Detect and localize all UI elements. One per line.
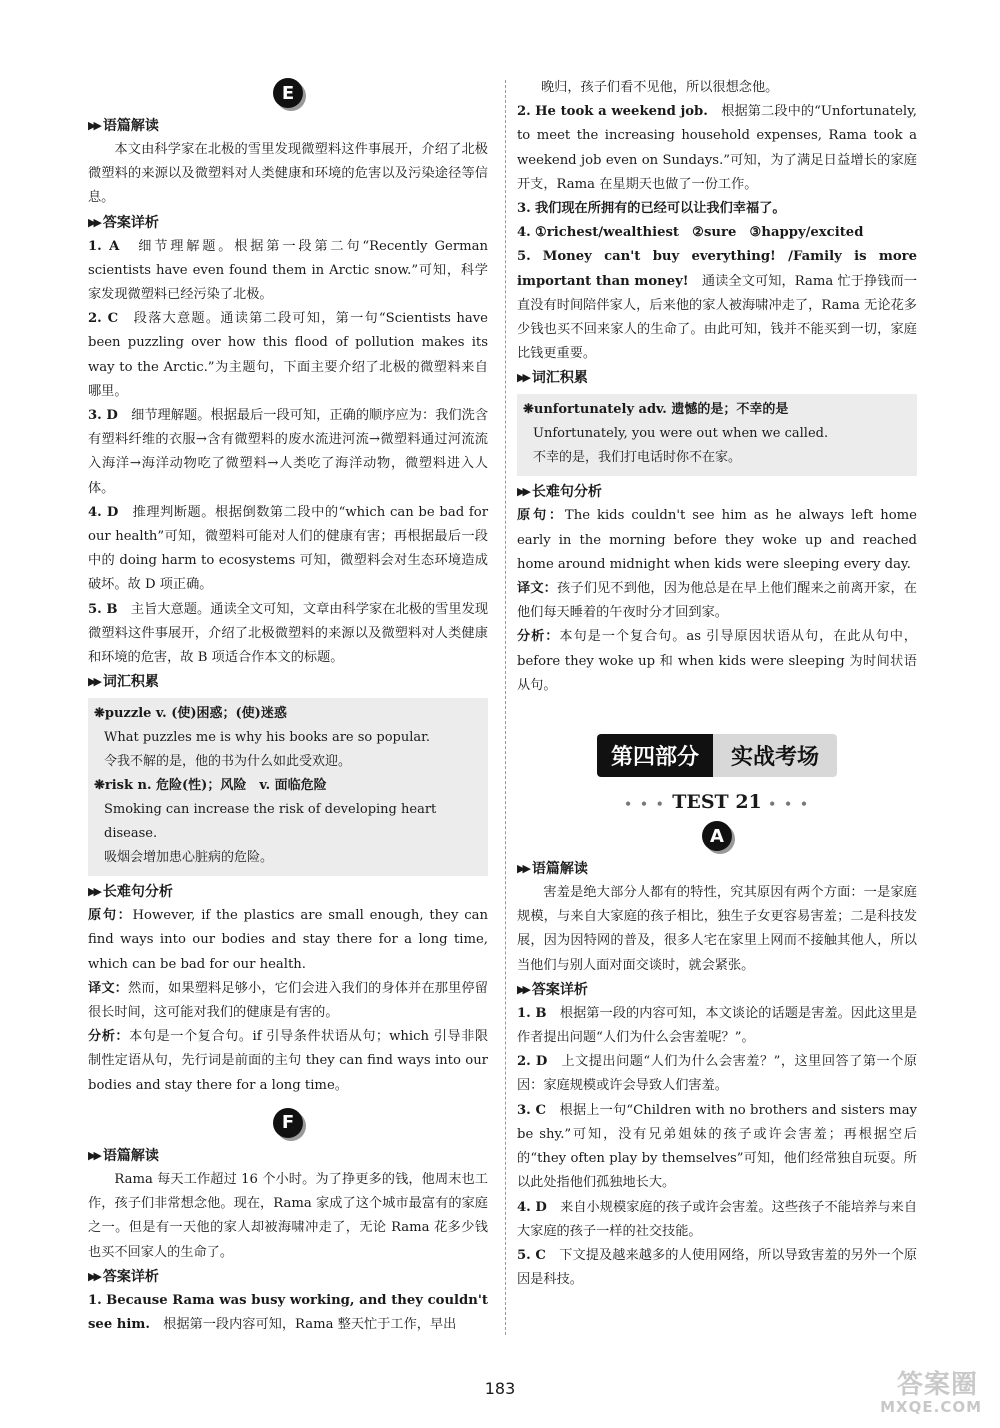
e-original-sentence: 原句：However, if the plastics are small enough, they can find ways into our bodies and stay there for a long time, which can be bad for our health. bbox=[88, 908, 488, 972]
decorative-dots: • • • bbox=[768, 797, 810, 812]
a-answers-list bbox=[517, 1002, 917, 1292]
left-column bbox=[88, 70, 488, 1337]
a-reading-heading: ▶▶ 语篇解读 bbox=[517, 857, 917, 881]
right-column bbox=[517, 76, 917, 1292]
a-answer-item: 3. C 根据上一句“Children with no brothers and sisters may be shy.”可知，没有兄弟姐妹的孩子或许会害羞；再根据空后的“they often play by themselves”可知，他们经常独自玩耍。所以此处指他们孤独地长大。 bbox=[517, 1102, 918, 1191]
vocab-word: ❋puzzle v. (使)困惑；(使)迷惑 bbox=[94, 706, 287, 722]
watermark-text: 答案圈 bbox=[896, 1370, 978, 1400]
watermark-url: MXQE.COM bbox=[880, 1398, 982, 1416]
a-answer-item: 2. D 上文提出问题“人们为什么会害羞？”，这里回答了第一个原因：家庭规模或许会导致人们害羞。 bbox=[517, 1054, 918, 1094]
section-a-badge: A bbox=[702, 821, 732, 851]
a-reading-text: 害羞是绝大部分人都有的特性，究其原因有两个方面：一是家庭规模，与来自大家庭的孩子相比，独生子女更容易害羞；二是科技发展，因为因特网的普及，很多人宅在家里上网而不接触其他人，所以当他们与别人面对面交谈时，就会紧张。 bbox=[517, 885, 917, 973]
f-answer-item: 1. Because Rama was busy working, and they couldn't see him. 根据第一段内容可知，Rama 整天忙于工作，早出 bbox=[88, 1292, 488, 1332]
a-answer-item: 4. D 来自小规模家庭的孩子或许会害羞。这些孩子不能培养与来自大家庭的孩子一样的社交技能。 bbox=[517, 1199, 918, 1239]
page-number: 183 bbox=[484, 1379, 516, 1398]
vocab-word: ❋risk n. 危险(性)；风险 v. 面临危险 bbox=[94, 778, 327, 794]
f-vocab-box bbox=[517, 394, 917, 476]
f-reading-heading: ▶▶ 语篇解读 bbox=[88, 1144, 488, 1168]
vocab-example-en: What puzzles me is why his books are so popular. bbox=[104, 730, 431, 746]
part-label: 第四部分 bbox=[597, 734, 713, 777]
f-analysis: 分析：本句是一个复合句。as 引导原因状语从句，在此从句中，before they woke up 和 when kids were sleeping 为时间状语从句。 bbox=[517, 629, 917, 693]
a-answer-item: 1. B 根据第一段的内容可知，本文谈论的话题是害羞。因此这里是作者提出问题“人们为什么会害羞呢？”。 bbox=[517, 1005, 918, 1046]
f-answer-1-continued: 晚归，孩子们看不见他，所以很想念他。 bbox=[541, 80, 779, 95]
e-answer-item: 4. D 推理判断题。根据倒数第二段中的“which can be bad for our health”可知，微塑料可能对人们的健康有害；再根据最后一段中的 doing harm to ecosystems 可知，微塑料会对生态环境造成破坏。故 D 项正确。 bbox=[88, 504, 489, 593]
f-answers-list bbox=[517, 100, 917, 366]
arrow-icon: ▶▶ bbox=[517, 371, 528, 385]
e-answer-item: 1. A 细节理解题。根据第一段第二句“Recently German scientists have even found them in Arctic snow.”可知，科学家发现微塑料已经污染了北极。 bbox=[88, 238, 488, 303]
test-title bbox=[517, 791, 917, 813]
f-answer-item: 4. ①richest/wealthiest ②sure ③happy/excited bbox=[517, 225, 864, 241]
e-answer-item: 3. D 细节理解题。根据最后一段可知，正确的顺序应为：我们洗含有塑料纤维的衣服→含有微塑料的废水流进河流→微塑料通过河流流入海洋→海洋动物吃了微塑料→人类吃了海洋动物，微塑料进入人体。 bbox=[88, 408, 489, 496]
f-answer-item: 3. 我们现在所拥有的已经可以让我们幸福了。 bbox=[517, 201, 786, 217]
f-translation: 译文：孩子们见不到他，因为他总是在早上他们醒来之前离开家，在他们每天睡着的午夜时分才回到家。 bbox=[517, 581, 917, 621]
section-e-badge: E bbox=[273, 78, 303, 108]
vocab-example-zh: 令我不解的是，他的书为什么如此受欢迎。 bbox=[104, 754, 352, 770]
test-title-text: TEST 21 bbox=[672, 791, 762, 814]
vocab-example-en: Unfortunately, you were out when we called. bbox=[533, 426, 829, 442]
f-original-sentence: 原句：The kids couldn't see him as he always left home early in the morning before they woke up and reached home around midnight when kids were sleeping every day. bbox=[517, 508, 917, 572]
vocab-word: ❋unfortunately adv. 遗憾的是；不幸的是 bbox=[523, 402, 789, 418]
a-answers-heading: ▶▶ 答案详析 bbox=[517, 978, 917, 1002]
f-answers-heading: ▶▶ 答案详析 bbox=[88, 1265, 488, 1289]
e-answer-item: 5. B 主旨大意题。通读全文可知，文章由科学家在北极的雪里发现微塑料这件事展开，介绍了北极微塑料的来源以及微塑料对人类健康和环境的危害，故 B 项适合作本文的标题。 bbox=[88, 601, 489, 666]
e-translation: 译文：然而，如果塑料足够小，它们会进入我们的身体并在那里停留很长时间，这可能对我们的健康是有害的。 bbox=[88, 980, 488, 1021]
f-answer-item: 2. He took a weekend job. 根据第二段中的“Unfortunately, to meet the increasing household expenses, Rama took a weekend job even on Sundays.”可知，为了满足日益增长的家庭开支，Rama 在星期天也做了一份工作。 bbox=[517, 104, 917, 192]
e-long-sentence-heading: ▶▶ 长难句分析 bbox=[88, 880, 488, 904]
arrow-icon: ▶▶ bbox=[88, 885, 99, 899]
f-answer-item: 5. Money can't buy everything! /Family is more important than money! 通读全文可知，Rama 忙于挣钱而一直没有时间陪伴家人，后来他的家人被海啸冲走了，Rama 无论花多少钱也买不回来家人的生命了。由此可知，钱并不能买到一切，家庭比钱更重要。 bbox=[517, 249, 918, 362]
part-four-banner bbox=[517, 734, 917, 777]
vocab-example-zh: 吸烟会增加患心脏病的危险。 bbox=[104, 850, 274, 866]
arrow-icon: ▶▶ bbox=[517, 982, 528, 996]
watermark-logo bbox=[866, 1364, 986, 1420]
e-answers-heading: ▶▶ 答案详析 bbox=[88, 211, 488, 235]
arrow-icon: ▶▶ bbox=[517, 862, 528, 876]
vocab-example-en: Smoking can increase the risk of developing heart disease. bbox=[104, 802, 437, 842]
f-reading-text: Rama 每天工作超过 16 个小时。为了挣更多的钱，他周末也工作，孩子们非常想念他。现在，Rama 家成了这个城市最富有的家庭之一。但是有一天他的家人却被海啸冲走了，无论 Rama 花多少钱也买不回家人的生命了。 bbox=[88, 1171, 488, 1260]
arrow-icon: ▶▶ bbox=[88, 215, 99, 229]
arrow-icon: ▶▶ bbox=[88, 119, 99, 132]
e-reading-text: 本文由科学家在北极的雪里发现微塑料这件事展开，介绍了北极微塑料的来源以及微塑料对人类健康和环境的危害以及污染途径等信息。 bbox=[88, 142, 488, 206]
e-reading-heading: ▶▶ 语篇解读 bbox=[88, 114, 488, 138]
vocab-example-zh: 不幸的是，我们打电话时你不在家。 bbox=[533, 450, 742, 466]
f-long-sentence-heading: ▶▶ 长难句分析 bbox=[517, 480, 917, 504]
e-vocab-box bbox=[88, 698, 488, 876]
column-divider bbox=[505, 80, 506, 1335]
arrow-icon: ▶▶ bbox=[88, 1148, 99, 1162]
section-f-badge: F bbox=[273, 1108, 303, 1138]
arrow-icon: ▶▶ bbox=[88, 1269, 99, 1283]
arrow-icon: ▶▶ bbox=[517, 485, 528, 499]
a-answer-item: 5. C 下文提及越来越多的人使用网络，所以导致害羞的另外一个原因是科技。 bbox=[517, 1247, 918, 1288]
e-analysis: 分析：本句是一个复合句。if 引导条件状语从句；which 引导非限制性定语从句，先行词是前面的主句 they can find ways into our bodies and stay there for a long time。 bbox=[88, 1029, 489, 1093]
e-answers-list bbox=[88, 235, 488, 671]
arrow-icon: ▶▶ bbox=[88, 675, 99, 689]
part-title: 实战考场 bbox=[713, 734, 837, 777]
e-vocab-heading: ▶▶ 词汇积累 bbox=[88, 670, 488, 694]
f-vocab-heading: ▶▶ 词汇积累 bbox=[517, 366, 917, 390]
decorative-dots: • • • bbox=[624, 797, 666, 812]
e-answer-item: 2. C 段落大意题。通读第二段可知，第一句“Scientists have been puzzling over how this flood of pollution makes its way to the Arctic.”为主题句，下面主要介绍了北极的微塑料来自哪里。 bbox=[88, 311, 488, 399]
